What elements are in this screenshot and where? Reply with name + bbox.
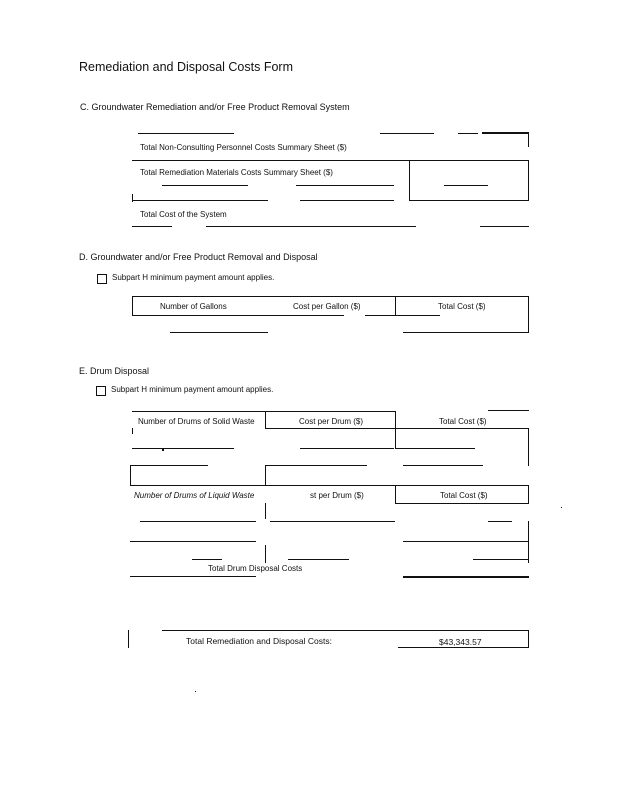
section-e-heading: E. Drum Disposal: [79, 366, 150, 376]
section-e-checkbox-label: Subpart H minimum payment amount applies.: [111, 385, 274, 394]
section-c-heading: C. Groundwater Remediation and/or Free Product Removal System: [80, 102, 350, 112]
col-drums-solid-waste: Number of Drums of Solid Waste: [138, 417, 255, 426]
materials-costs-label: Total Remediation Materials Costs Summary Sheet ($): [140, 168, 333, 177]
scan-speck: [162, 449, 164, 451]
col-number-of-gallons: Number of Gallons: [160, 302, 227, 311]
personnel-costs-label: Total Non-Consulting Personnel Costs Summary Sheet ($): [140, 143, 347, 152]
system-total-label: Total Cost of the System: [140, 210, 227, 219]
col-total-cost-solid: Total Cost ($): [439, 417, 487, 426]
col-total-cost: Total Cost ($): [438, 302, 486, 311]
col-total-cost-liquid: Total Cost ($): [440, 491, 488, 500]
col-cost-per-drum: Cost per Drum ($): [299, 417, 364, 426]
section-e-min-payment-checkbox[interactable]: [96, 386, 106, 396]
grand-total-value: $43,343.57: [439, 637, 482, 647]
form-title: Remediation and Disposal Costs Form: [79, 60, 293, 74]
scan-speck: [561, 507, 562, 508]
section-d-min-payment-checkbox[interactable]: [97, 274, 107, 284]
col-cost-per-drum-liquid: st per Drum ($): [310, 491, 364, 500]
grand-total-label: Total Remediation and Disposal Costs:: [186, 636, 332, 646]
drum-disposal-total-label: Total Drum Disposal Costs: [208, 564, 303, 573]
col-drums-liquid-waste: Number of Drums of Liquid Waste: [134, 491, 255, 500]
section-d-checkbox-label: Subpart H minimum payment amount applies.: [112, 273, 275, 282]
section-d-heading: D. Groundwater and/or Free Product Removal and Disposal: [79, 252, 318, 262]
col-cost-per-gallon: Cost per Gallon ($): [293, 302, 361, 311]
scan-speck: [195, 691, 196, 692]
